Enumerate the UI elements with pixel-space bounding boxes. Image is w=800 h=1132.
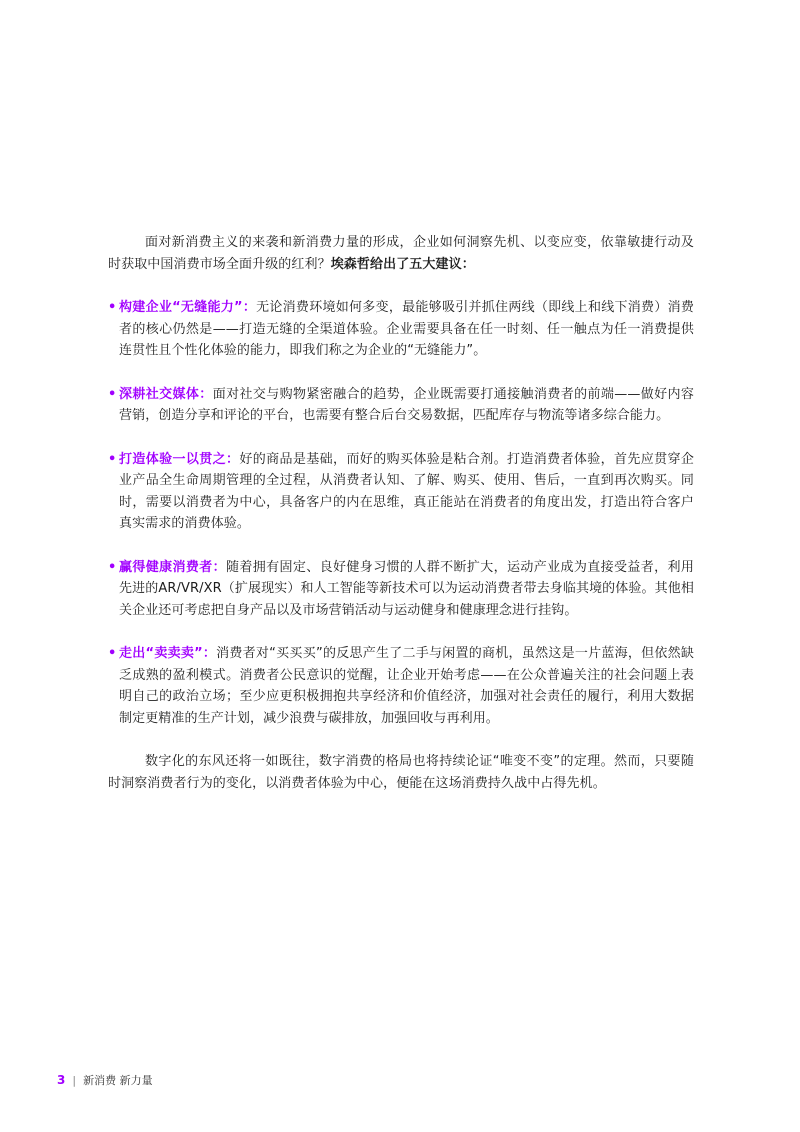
recommendation-item <box>108 643 694 729</box>
recommendation-list <box>108 297 694 729</box>
recommendation-item <box>108 297 694 362</box>
recommendation-heading: 构建企业“无缝能力”： <box>119 300 257 315</box>
article-body <box>108 232 694 816</box>
recommendation-body: 面对社交与购物紧密融合的趋势，企业既需要打通接触消费者的前端——做好内容营销，创造分享和评论的平台，也需要有整合后台交易数据，匹配库存与物流等诸多综合能力。 <box>119 386 694 423</box>
recommendation-item <box>108 557 694 622</box>
bullet-icon: • <box>108 559 117 575</box>
bullet-icon: • <box>108 646 117 661</box>
recommendation-body: 随着拥有固定、良好健身习惯的人群不断扩大，运动产业成为直接受益者，利用先进的AR/VR/XR（扩展现实）和人工智能等新技术可以为运动消费者带去身临其境的体验。其他相关企业还可考虑把自身产品以及市场营销活动与运动健身和健康理念进行挂钩。 <box>119 559 694 618</box>
recommendation-body: 无论消费环境如何多变，最能够吸引并抓住两线（即线上和线下消费）消费者的核心仍然是——打造无缝的全渠道体验。企业需要具备在任一时刻、任一触点为任一消费提供连贯性且个性化体验的能力，即我们称之为企业的“无缝能力”。 <box>119 300 694 358</box>
recommendation-body: 消费者对“买买买”的反思产生了二手与闲置的商机，虽然这是一片蓝海，但依然缺乏成熟的盈利模式。消费者公民意识的觉醒，让企业开始考虑——在公众普遍关注的社会问题上表明自己的政治立场；至少应更积极拥抱共享经济和价值经济，加强对社会责任的履行，利用大数据制定更精准的生产计划，减少浪费与碳排放，加强回收与再利用。 <box>119 646 695 726</box>
recommendation-body: 好的商品是基础，而好的购买体验是粘合剂。打造消费者体验，首先应贯穿企业产品全生命周期管理的全过程，从消费者认知、了解、购买、使用、售后，一直到再次购买。同时，需要以消费者为中心，具备客户的内在思维，真正能站在消费者的角度出发，打造出符合客户真实需求的消费体验。 <box>119 451 694 531</box>
conclusion-paragraph: 数字化的东风还将一如既往，数字消费的格局也将持续论证“唯变不变”的定理。然而，只要随时洞察消费者行为的变化，以消费者体验为中心，便能在这场消费持久战中占得先机。 <box>108 754 694 791</box>
bullet-icon: • <box>108 386 117 402</box>
recommendation-heading: 深耕社交媒体： <box>119 386 213 402</box>
intro-paragraph <box>108 232 694 275</box>
bullet-icon: • <box>108 300 117 315</box>
recommendation-heading: 打造体验一以贯之： <box>119 451 240 467</box>
footer-title: 新消费 新力量 <box>83 1074 153 1087</box>
intro-emphasis: 埃森哲给出了五大建议： <box>330 256 475 272</box>
recommendation-item <box>108 449 694 535</box>
recommendation-heading: 赢得健康消费者： <box>119 559 227 575</box>
page-footer <box>57 1072 153 1088</box>
recommendation-item <box>108 384 694 427</box>
recommendation-heading: 走出“卖卖卖”： <box>119 646 217 661</box>
bullet-icon: • <box>108 451 117 467</box>
page-number: 3 <box>57 1073 66 1087</box>
footer-separator: | <box>72 1073 77 1087</box>
intro-text: 面对新消费主义的来袭和新消费力量的形成，企业如何洞察先机、以变应变，依靠敏捷行动及时获取中国消费市场全面升级的红利？ <box>108 235 694 272</box>
